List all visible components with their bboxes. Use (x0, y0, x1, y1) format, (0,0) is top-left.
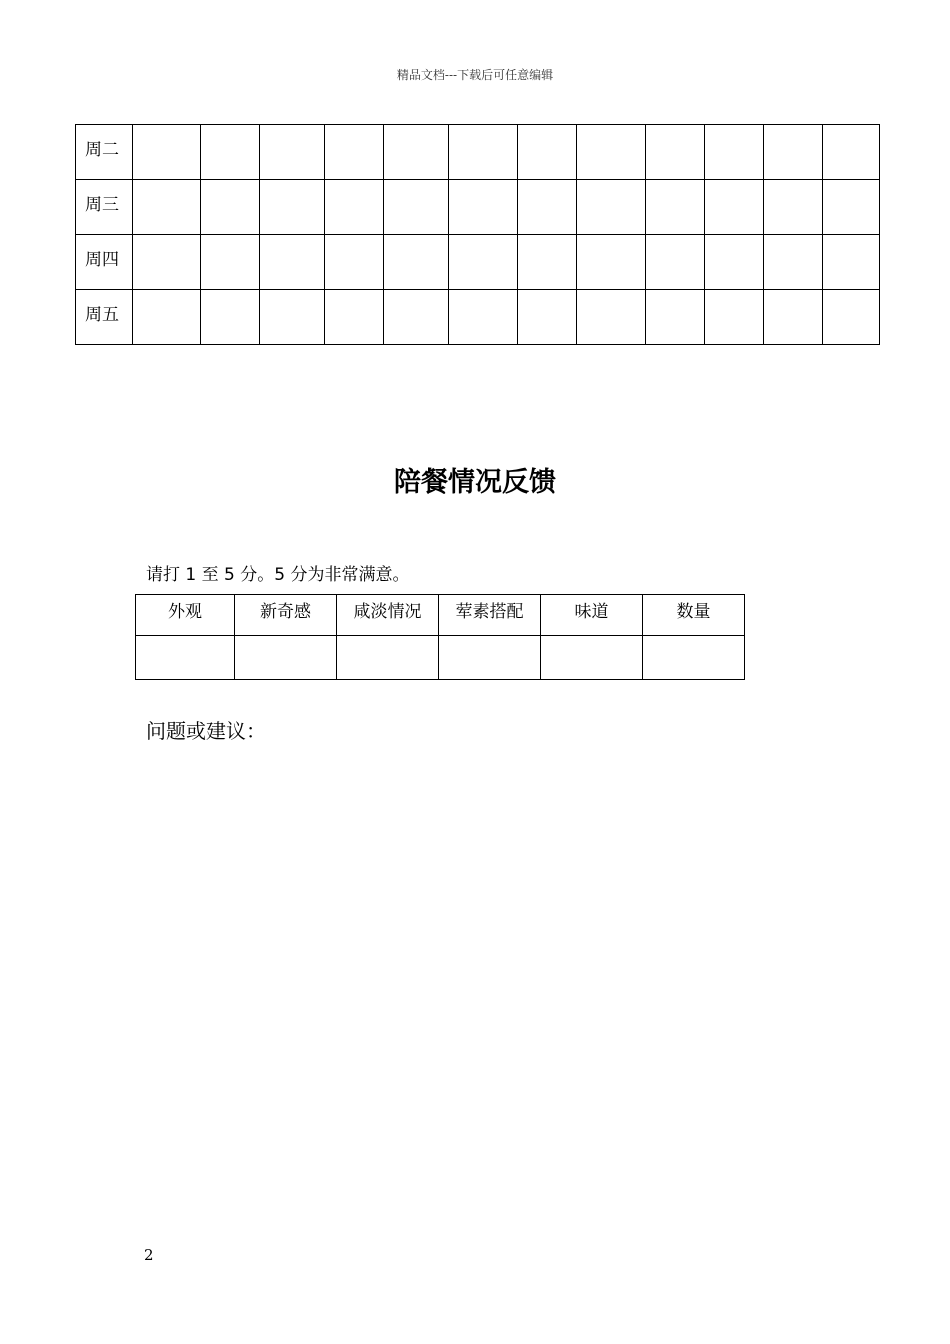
schedule-cell[interactable] (822, 125, 879, 180)
schedule-cell[interactable] (260, 235, 325, 290)
schedule-cell[interactable] (517, 290, 576, 345)
day-label: 周五 (76, 290, 133, 345)
schedule-cell[interactable] (384, 180, 449, 235)
day-label: 周二 (76, 125, 133, 180)
schedule-cell[interactable] (704, 290, 763, 345)
schedule-cell[interactable] (384, 125, 449, 180)
schedule-cell[interactable] (645, 290, 704, 345)
schedule-cell[interactable] (449, 125, 517, 180)
rating-score-cell[interactable] (439, 636, 541, 680)
day-label: 周四 (76, 235, 133, 290)
schedule-cell[interactable] (384, 290, 449, 345)
suggestion-label: 问题或建议： (146, 719, 266, 743)
rating-column-header: 味道 (541, 595, 643, 636)
schedule-cell[interactable] (133, 290, 201, 345)
schedule-cell[interactable] (260, 125, 325, 180)
schedule-cell[interactable] (325, 235, 384, 290)
rating-score-cell[interactable] (136, 636, 235, 680)
day-label: 周三 (76, 180, 133, 235)
schedule-cell[interactable] (576, 180, 645, 235)
weekly-schedule-table (75, 124, 880, 345)
schedule-cell[interactable] (449, 290, 517, 345)
rating-score-cell[interactable] (235, 636, 337, 680)
schedule-cell[interactable] (260, 180, 325, 235)
schedule-cell[interactable] (517, 125, 576, 180)
schedule-cell[interactable] (763, 180, 822, 235)
schedule-cell[interactable] (325, 125, 384, 180)
rating-score-cell[interactable] (337, 636, 439, 680)
schedule-cell[interactable] (576, 290, 645, 345)
schedule-cell[interactable] (325, 180, 384, 235)
schedule-cell[interactable] (704, 235, 763, 290)
schedule-cell[interactable] (645, 125, 704, 180)
schedule-cell[interactable] (763, 235, 822, 290)
schedule-cell[interactable] (133, 125, 201, 180)
rating-table (135, 594, 745, 680)
schedule-cell[interactable] (133, 235, 201, 290)
schedule-cell[interactable] (517, 235, 576, 290)
schedule-cell[interactable] (822, 235, 879, 290)
schedule-cell[interactable] (763, 125, 822, 180)
rating-score-cell[interactable] (643, 636, 745, 680)
schedule-row (76, 235, 880, 290)
schedule-row (76, 125, 880, 180)
schedule-cell[interactable] (201, 125, 260, 180)
rating-header-row (136, 595, 745, 636)
schedule-cell[interactable] (822, 180, 879, 235)
schedule-cell[interactable] (704, 180, 763, 235)
schedule-cell[interactable] (325, 290, 384, 345)
rating-column-header: 新奇感 (235, 595, 337, 636)
schedule-cell[interactable] (576, 125, 645, 180)
schedule-cell[interactable] (645, 235, 704, 290)
schedule-cell[interactable] (201, 290, 260, 345)
feedback-title: 陪餐情况反馈 (394, 467, 556, 498)
schedule-row (76, 180, 880, 235)
schedule-cell[interactable] (260, 290, 325, 345)
page-header: 精品文档---下载后可任意编辑 (396, 68, 554, 82)
rating-instruction: 请打 1 至 5 分。5 分为非常满意。 (146, 565, 410, 585)
schedule-cell[interactable] (201, 235, 260, 290)
page-number: 2 (144, 1246, 154, 1264)
schedule-cell[interactable] (201, 180, 260, 235)
rating-column-header: 数量 (643, 595, 745, 636)
schedule-cell[interactable] (704, 125, 763, 180)
rating-column-header: 外观 (136, 595, 235, 636)
schedule-cell[interactable] (517, 180, 576, 235)
schedule-cell[interactable] (645, 180, 704, 235)
schedule-cell[interactable] (576, 235, 645, 290)
schedule-row (76, 290, 880, 345)
rating-column-header: 咸淡情况 (337, 595, 439, 636)
schedule-cell[interactable] (449, 180, 517, 235)
schedule-cell[interactable] (384, 235, 449, 290)
schedule-cell[interactable] (449, 235, 517, 290)
schedule-cell[interactable] (763, 290, 822, 345)
schedule-cell[interactable] (822, 290, 879, 345)
rating-score-cell[interactable] (541, 636, 643, 680)
rating-column-header: 荤素搭配 (439, 595, 541, 636)
rating-score-row (136, 636, 745, 680)
schedule-cell[interactable] (133, 180, 201, 235)
